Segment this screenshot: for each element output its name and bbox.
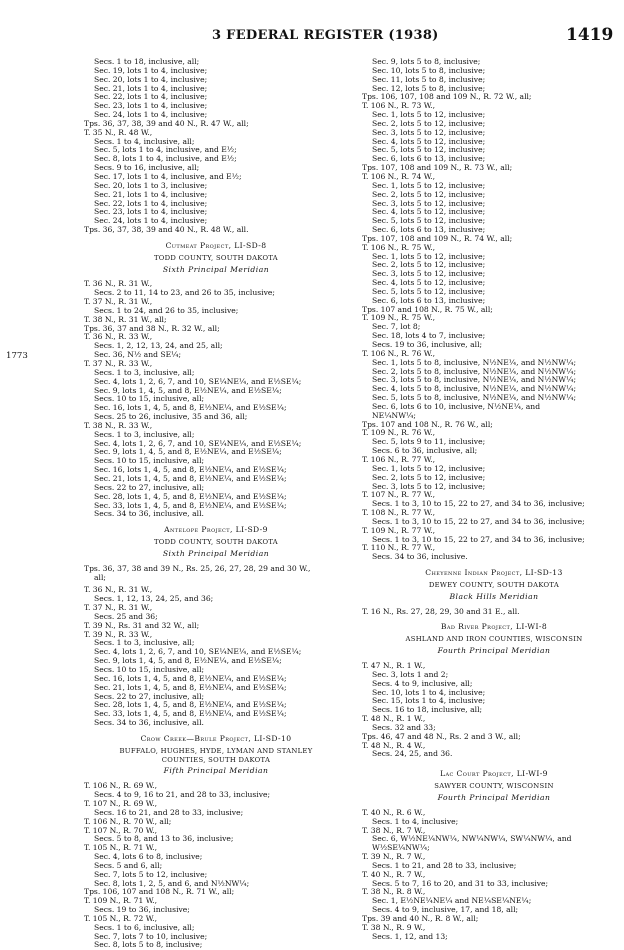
township-line: T. 106 N., R. 73 W.,	[362, 101, 436, 111]
section-line: Sec. 21, lots 1, 4, 5, and 8, E½NE¼, and E½SE¼;	[94, 682, 287, 692]
township-line: Tps. 107, 108 and 109 N., R. 73 W., all;	[362, 163, 513, 173]
section-line: Secs. 5 to 8, and 13 to 36, inclusive;	[94, 834, 234, 844]
section-line: Secs. 10 to 15, inclusive, all;	[94, 665, 205, 674]
township-line: Tps. 46, 47 and 48 N., Rs. 2 and 3 W., all;	[362, 731, 521, 741]
township-line: T. 109 N., R. 77 W.,	[362, 525, 436, 535]
section-line: Sec. 2, lots 5 to 12, inclusive;	[372, 472, 486, 482]
township-line: T. 109 N., R. 76 W.,	[362, 428, 436, 438]
section-line: Secs. 24, 25, and 36.	[372, 749, 453, 759]
township-line: T. 38 N., R. 7 W.,	[362, 825, 426, 835]
township-line: T. 35 N., R. 48 W.,	[84, 127, 153, 137]
section-line: Sec. 16, lots 1, 4, 5, and 8, E½NE¼, and E½SE¼;	[94, 673, 287, 683]
section-line: Secs. 25 to 26, inclusive, 35 and 36, all;	[94, 412, 248, 422]
township-line: T. 38 N., R. 33 W.,	[84, 420, 153, 430]
section-line: Sec. 1, lots 5 to 8, inclusive, N½NE¼, and N½NW¼;	[372, 357, 577, 367]
section-line: Sec. 4, lots 1, 2, 6, 7, and 10, SE¼NE¼, and E½SE¼;	[94, 647, 302, 657]
meridian-heading: Fourth Principal Meridian	[437, 646, 551, 656]
township-line: T. 106 N., R. 69 W.,	[84, 781, 158, 791]
section-line: Sec. 8, lots 1, 2, 5, and 6, and N½NW¼;	[94, 878, 250, 888]
section-line: Secs. 19 to 36, inclusive;	[94, 905, 190, 915]
township-line: T. 38 N., R. 9 W.,	[362, 922, 426, 932]
section-line: Sec. 4, lots 6 to 8, inclusive;	[94, 852, 203, 862]
section-line: Sec. 2, lots 5 to 12, inclusive;	[372, 189, 486, 199]
section-line: Secs. 16 to 21, and 28 to 33, inclusive;	[94, 807, 244, 817]
township-line: Tps. 36, 37, 38 and 39 N., Rs. 25, 26, 27, 28, 29 and 30 W.,	[84, 563, 311, 573]
section-line: Sec. 5, lots 5 to 12, inclusive;	[372, 145, 486, 155]
section-line: NE¼NW¼;	[372, 410, 416, 420]
section-line: Sec. 21, lots 1 to 4, inclusive;	[94, 83, 208, 93]
township-line: T. 38 N., R. 8 W.,	[362, 887, 426, 897]
section-line: Secs. 34 to 36, inclusive.	[372, 552, 468, 562]
section-line: Secs. 1 to 18, inclusive, all;	[94, 57, 200, 66]
section-line: Sec. 6, lots 6 to 13, inclusive;	[372, 225, 486, 235]
section-line: Sec. 1, lots 5 to 12, inclusive;	[372, 463, 486, 473]
section-line: Secs. 32 and 33;	[372, 722, 436, 732]
township-line: Tps. 36, 37, 38, 39 and 40 N., R. 48 W., all.	[84, 225, 249, 235]
section-line: Secs. 34 to 36, inclusive, all.	[94, 718, 204, 728]
section-line: Secs. 5 to 7, 16 to 20, and 31 to 33, inclusive;	[372, 878, 549, 888]
section-line: Secs. 1 to 3, 10 to 15, 22 to 27, and 34 to 36, inclusive;	[372, 534, 585, 544]
section-line: all;	[94, 572, 106, 582]
section-line: Secs. 1, 2, 12, 13, 24, and 25, all;	[94, 341, 223, 351]
section-line: Secs. 5 and 6, all;	[94, 860, 163, 870]
section-line: Sec. 15, lots 1 to 4, inclusive;	[372, 696, 486, 706]
section-line: Sec. 36, N½ and SE¼;	[94, 350, 182, 360]
township-line: T. 48 N., R. 4 W.,	[362, 740, 426, 750]
section-line: Sec. 2, lots 5 to 12, inclusive;	[372, 118, 486, 128]
section-line: Secs. 4 to 9, inclusive, all;	[372, 678, 473, 688]
section-line: Secs. 34 to 36, inclusive, all.	[94, 509, 204, 519]
township-line: Tps. 107, 108 and 109 N., R. 74 W., all;	[362, 233, 513, 243]
section-line: Sec. 3, lots 5 to 12, inclusive;	[372, 481, 486, 491]
section-line: Sec. 7, lots 5 to 12, inclusive;	[94, 869, 208, 879]
section-line: Sec. 4, lots 1, 2, 6, 7, and 10, SE¼NE¼, and E½SE¼;	[94, 376, 302, 386]
section-line: Secs. 4 to 9, 16 to 21, and 28 to 33, inclusive;	[94, 790, 271, 800]
section-line: Secs. 1, 12, and 13;	[372, 931, 448, 941]
section-line: Sec. 2, lots 5 to 12, inclusive;	[372, 260, 486, 270]
project-heading: Lac Court Project, LI-WI-9	[440, 769, 548, 779]
township-line: T. 37 N., R. 31 W.,	[84, 297, 153, 307]
section-line: Sec. 19, lots 1 to 4, inclusive;	[94, 65, 208, 75]
section-line: Sec. 6, W½NE¼NW¼, NW¼NW¼, SW¼NW¼, and	[372, 834, 572, 844]
section-line: Secs. 1 to 24, and 26 to 35, inclusive;	[94, 305, 239, 315]
county-heading: BUFFALO, HUGHES, HYDE, LYMAN AND STANLEY	[119, 746, 313, 755]
section-line: Sec. 5, lots 1 to 4, inclusive, and E½;	[94, 145, 237, 155]
section-line: Sec. 4, lots 5 to 12, inclusive;	[372, 207, 486, 217]
section-line: Secs. 10 to 15, inclusive, all;	[94, 456, 205, 466]
project-heading: Cutmeat Project, LI-SD-8	[165, 240, 267, 250]
section-line: W½SE¼NW¼;	[372, 843, 430, 853]
township-line: T. 39 N., Rs. 31 and 32 W., all;	[84, 620, 200, 630]
section-line: Sec. 6, lots 6 to 13, inclusive;	[372, 154, 486, 164]
section-line: Secs. 1 to 3, inclusive, all;	[94, 638, 195, 648]
township-line: T. 40 N., R. 6 W.,	[362, 807, 426, 817]
township-line: T. 36 N., R. 31 W.,	[84, 279, 153, 289]
section-line: Sec. 2, lots 5 to 8, inclusive, N½NE¼, and N½NW¼;	[372, 366, 577, 376]
section-line: Sec. 28, lots 1, 4, 5, and 8, E½NE¼, and E½SE¼;	[94, 491, 287, 501]
township-line: T. 106 N., R. 74 W.,	[362, 171, 436, 181]
section-line: Sec. 6, lots 6 to 10, inclusive, N½NE¼, and	[372, 401, 541, 411]
right-column	[362, 58, 624, 941]
section-line: Sec. 6, lots 6 to 13, inclusive;	[372, 295, 486, 305]
township-line: T. 48 N., R. 1 W.,	[362, 714, 426, 724]
section-line: Secs. 22 to 27, inclusive, all;	[94, 482, 205, 492]
township-line: Tps. 36, 37, 38, 39 and 40 N., R. 47 W., all;	[84, 118, 249, 128]
township-line: T. 106 N., R. 76 W.,	[362, 348, 436, 358]
township-line: T. 105 N., R. 71 W.,	[84, 843, 158, 853]
township-line: T. 108 N., R. 77 W.,	[362, 508, 436, 518]
township-line: Tps. 39 and 40 N., R. 8 W., all;	[362, 913, 479, 923]
section-line: Sec. 4, lots 5 to 8, inclusive, N½NE¼, and N½NW¼;	[372, 384, 577, 394]
section-line: Secs. 2 to 11, 14 to 23, and 26 to 35, inclusive;	[94, 288, 275, 298]
project-heading: Bad River Project, LI-WI-8	[440, 622, 548, 632]
section-line: Secs. 1 to 4, inclusive, all;	[94, 136, 195, 146]
section-line: Sec. 8, lots 1 to 4, inclusive, and E½;	[94, 154, 237, 164]
meridian-heading: Sixth Principal Meridian	[162, 264, 270, 274]
meridian-heading: Fourth Principal Meridian	[437, 792, 551, 802]
section-line: Sec. 21, lots 1 to 4, inclusive;	[94, 189, 208, 199]
township-line: T. 16 N., Rs. 27, 28, 29, 30 and 31 E., all.	[362, 606, 520, 616]
township-line: Tps. 106, 107 and 108 N., R. 71 W., all;	[84, 887, 235, 897]
township-line: T. 38 N., R. 31 W., all;	[84, 314, 167, 324]
township-line: T. 47 N., R. 1 W.,	[362, 661, 426, 670]
project-heading: Crow Creek—Brule Project, LI-SD-10	[140, 733, 292, 743]
section-line: Sec. 4, lots 5 to 12, inclusive;	[372, 136, 486, 146]
township-line: T. 36 N., R. 33 W.,	[84, 332, 153, 342]
section-line: Secs. 9 to 16, inclusive, all;	[94, 163, 200, 173]
county-heading: TODD COUNTY, SOUTH DAKOTA	[153, 253, 279, 262]
county-heading: DEWEY COUNTY, SOUTH DAKOTA	[428, 580, 560, 589]
section-line: Sec. 20, lots 1 to 4, inclusive;	[94, 74, 208, 84]
section-line: Sec. 9, lots 1, 4, 5, and 8, E½NE¼, and E½SE¼;	[94, 447, 282, 457]
county-heading: ASHLAND AND IRON COUNTIES, WISCONSIN	[405, 635, 583, 644]
township-line: Tps. 107 and 108 N., R. 75 W., all;	[362, 304, 493, 314]
section-line: Sec. 4, lots 1, 2, 6, 7, and 10, SE¼NE¼, and E½SE¼;	[94, 438, 302, 448]
township-line: T. 110 N., R. 77 W.,	[362, 543, 436, 553]
section-line: Sec. 18, lots 4 to 7, inclusive;	[372, 331, 486, 341]
township-line: T. 107 N., R. 77 W.,	[362, 490, 436, 500]
project-heading: Cheyenne Indian Project, LI-SD-13	[425, 568, 563, 578]
section-line: Sec. 22, lots 1 to 4, inclusive;	[94, 92, 208, 102]
section-line: Sec. 33, lots 1, 4, 5, and 8, E½NE¼, and E½SE¼;	[94, 709, 287, 719]
section-line: Sec. 4, lots 5 to 12, inclusive;	[372, 278, 486, 288]
section-line: Sec. 11, lots 5 to 8, inclusive;	[372, 74, 486, 84]
section-line: Sec. 17, lots 1 to 4, inclusive, and E½;	[94, 171, 242, 181]
section-line: Sec. 3, lots 5 to 12, inclusive;	[372, 127, 486, 137]
section-line: Sec. 10, lots 5 to 8, inclusive;	[372, 65, 486, 75]
township-line: T. 36 N., R. 31 W.,	[84, 585, 153, 595]
section-line: Sec. 7, lots 7 to 10, inclusive;	[94, 931, 208, 941]
running-title: 3 FEDERAL REGISTER (1938)	[212, 28, 439, 43]
meridian-heading: Black Hills Meridian	[449, 591, 539, 601]
township-line: T. 37 N., R. 33 W.,	[84, 359, 153, 368]
section-line: Secs. 1 to 6, inclusive, all;	[94, 922, 195, 932]
section-line: Sec. 9, lots 1, 4, 5, and 8, E½NE¼, and E½SE¼;	[94, 656, 282, 666]
left-column	[84, 58, 348, 950]
section-line: Sec. 24, lots 1 to 4, inclusive;	[94, 110, 208, 120]
township-line: T. 105 N., R. 72 W.,	[84, 913, 158, 923]
section-line: Secs. 19 to 36, inclusive, all;	[372, 340, 483, 349]
township-line: T. 39 N., R. 7 W.,	[362, 852, 426, 862]
county-heading: COUNTIES, SOUTH DAKOTA	[161, 755, 271, 764]
project-heading: Antelope Project, LI-SD-9	[164, 525, 268, 535]
section-line: Sec. 23, lots 1 to 4, inclusive;	[94, 207, 208, 217]
township-line: T. 107 N., R. 69 W.,	[84, 798, 158, 808]
section-line: Sec. 7, lot 8;	[372, 322, 421, 332]
section-line: Sec. 22, lots 1 to 4, inclusive;	[94, 198, 208, 208]
section-line: Secs. 4 to 9, inclusive, 17, and 18, all;	[372, 905, 519, 915]
township-line: T. 106 N., R. 70 W., all;	[84, 816, 172, 826]
section-line: Sec. 5, lots 9 to 11, inclusive;	[372, 437, 486, 447]
section-line: Secs. 1 to 21, and 28 to 33, inclusive;	[372, 860, 517, 870]
township-line: T. 40 N., R. 7 W.,	[362, 869, 426, 879]
section-line: Sec. 5, lots 5 to 12, inclusive;	[372, 216, 486, 226]
section-line: Secs. 1 to 3, inclusive, all;	[94, 429, 195, 439]
section-line: Sec. 1, E½NE¼NE¼ and NE¼SE¼NE¼;	[372, 896, 532, 906]
section-line: Sec. 1, lots 5 to 12, inclusive;	[372, 251, 486, 261]
township-line: T. 37 N., R. 31 W.,	[84, 603, 153, 613]
section-line: Sec. 12, lots 5 to 8, inclusive;	[372, 83, 486, 93]
section-line: Secs. 22 to 27, inclusive, all;	[94, 691, 205, 701]
township-line: T. 109 N., R. 75 W.,	[362, 313, 436, 323]
township-line: Tps. 106, 107, 108 and 109 N., R. 72 W., all;	[362, 92, 532, 102]
page-header	[0, 0, 624, 46]
section-line: Secs. 25 and 36;	[94, 611, 158, 621]
section-line: Sec. 10, lots 1 to 4, inclusive;	[372, 687, 486, 697]
section-line: Sec. 21, lots 1, 4, 5, and 8, E½NE¼, and E½SE¼;	[94, 473, 287, 483]
section-line: Sec. 1, lots 5 to 12, inclusive;	[372, 180, 486, 190]
section-line: Sec. 33, lots 1, 4, 5, and 8, E½NE¼, and E½SE¼;	[94, 500, 287, 510]
section-line: Secs. 1 to 3, inclusive, all;	[94, 367, 195, 377]
section-line: Sec. 3, lots 5 to 12, inclusive;	[372, 269, 486, 279]
section-line: Sec. 5, lots 5 to 8, inclusive, N½NE¼, and N½NW¼;	[372, 393, 577, 403]
spacer	[362, 759, 624, 763]
section-line: Sec. 5, lots 5 to 12, inclusive;	[372, 286, 486, 296]
section-line: Secs. 1, 12, 13, 24, 25, and 36;	[94, 594, 214, 604]
section-line: Sec. 9, lots 5 to 8, inclusive;	[372, 57, 481, 66]
section-line: Sec. 9, lots 1, 4, 5, and 8, E½NE¼, and E½SE¼;	[94, 385, 282, 395]
section-line: Sec. 20, lots 1 to 3, inclusive;	[94, 180, 208, 190]
section-line: Secs. 16 to 18, inclusive, all;	[372, 705, 483, 715]
township-line: Tps. 107 and 108 N., R. 76 W., all;	[362, 419, 493, 429]
meridian-heading: Fifth Principal Meridian	[163, 766, 269, 776]
township-line: T. 39 N., R. 33 W.,	[84, 629, 153, 639]
section-line: Sec. 16, lots 1, 4, 5, and 8, E½NE¼, and E½SE¼;	[94, 403, 287, 413]
county-heading: SAWYER COUNTY, WISCONSIN	[434, 782, 554, 791]
section-line: Sec. 8, lots 5 to 8, inclusive;	[94, 940, 203, 950]
county-heading: TODD COUNTY, SOUTH DAKOTA	[153, 538, 279, 547]
meridian-heading: Sixth Principal Meridian	[162, 548, 270, 558]
section-line: Sec. 24, lots 1 to 4, inclusive;	[94, 216, 208, 226]
township-line: T. 106 N., R. 75 W.,	[362, 242, 436, 252]
section-line: Sec. 3, lots 1 and 2;	[372, 669, 449, 679]
section-line: Sec. 3, lots 5 to 12, inclusive;	[372, 198, 486, 208]
township-line: T. 109 N., R. 71 W.,	[84, 896, 158, 906]
township-line: T. 106 N., R. 77 W.,	[362, 454, 436, 464]
section-line: Sec. 16, lots 1, 4, 5, and 8, E½NE¼, and E½SE¼;	[94, 465, 287, 475]
section-line: Sec. 1, lots 5 to 12, inclusive;	[372, 110, 486, 120]
page-number: 1419	[566, 25, 614, 45]
section-line: Sec. 28, lots 1, 4, 5, and 8, E½NE¼, and E½SE¼;	[94, 700, 287, 710]
section-line: Sec. 3, lots 5 to 8, inclusive, N½NE¼, and N½NW¼;	[372, 375, 577, 385]
margin-page-reference: 1773	[6, 351, 28, 361]
section-line: Sec. 23, lots 1 to 4, inclusive;	[94, 101, 208, 111]
section-line: Secs. 10 to 15, inclusive, all;	[94, 394, 205, 404]
section-line: Secs. 6 to 36, inclusive, all;	[372, 446, 478, 456]
section-line: Secs. 1 to 4, inclusive;	[372, 816, 459, 826]
section-line: Secs. 1 to 3, 10 to 15, 22 to 27, and 34 to 36, inclusive;	[372, 499, 585, 509]
township-line: Tps. 36, 37 and 38 N., R. 32 W., all;	[84, 323, 220, 333]
township-line: T. 107 N., R. 70 W.,	[84, 825, 158, 835]
section-line: Secs. 1 to 3, 10 to 15, 22 to 27, and 34 to 36, inclusive;	[372, 516, 585, 526]
